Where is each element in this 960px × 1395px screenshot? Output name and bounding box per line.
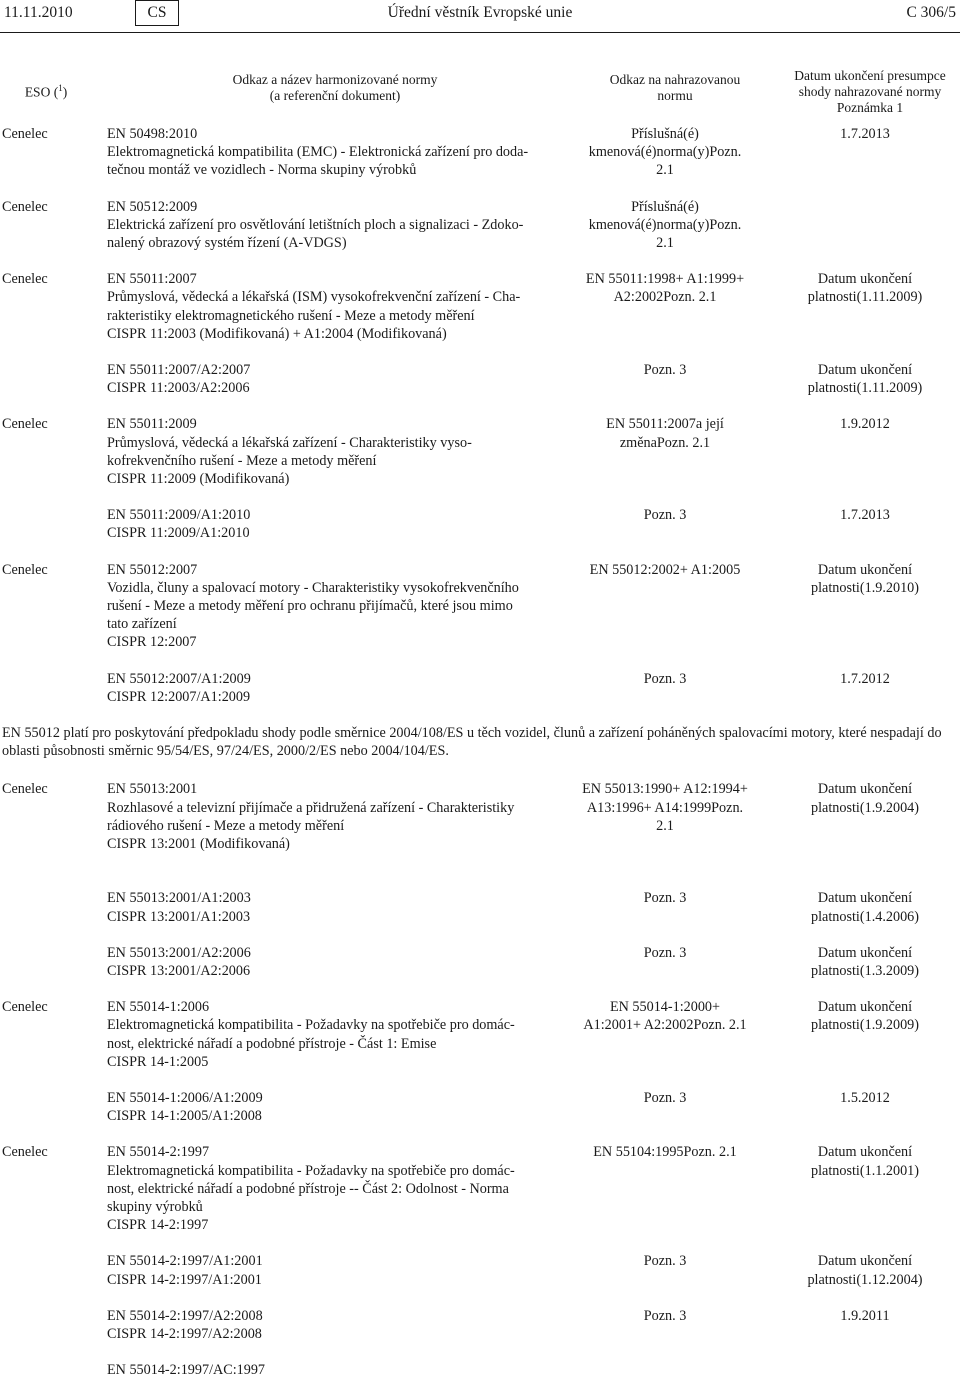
column-replaced: Odkaz na nahrazovanou normu [609, 72, 741, 103]
replaced-cell-line: EN 55011:1998 [585, 271, 676, 288]
reference-cell [107, 1252, 562, 1288]
replaced-cell-line: Pozn. 3 [643, 1307, 687, 1324]
reference-cell [107, 889, 562, 925]
eso-cell: Cenelec [2, 781, 48, 798]
date-cell [770, 998, 960, 1034]
date-cell-line: 1.9.2011 [840, 1307, 890, 1324]
reference-cell-line: EN 55014-2:1997/A2:2008 [107, 1307, 263, 1324]
reference-cell-line: Elektromagnetická kompatibilita (EMC) - Elektronická zařízení pro doda- [107, 144, 529, 161]
date-cell [770, 944, 960, 980]
replaced-cell [580, 270, 750, 306]
reference-cell [107, 1089, 562, 1125]
reference-cell-line: CISPR 13:2001/A2:2006 [107, 962, 251, 979]
date-cell-line: (1.4.2006) [859, 908, 919, 925]
table-row [0, 561, 960, 652]
replaced-cell-line: Pozn. 3 [643, 890, 687, 907]
replaced-cell-line: Pozn. 3 [643, 670, 687, 687]
replaced-cell-line: Příslušná(é) kmenová(é) [588, 126, 699, 161]
reference-cell-line: Vozidla, čluny a spalovací motory - Charakteristiky vysokofrekvenčního [107, 579, 519, 596]
replaced-cell-line: Pozn. 2.1 [656, 799, 744, 834]
table-row [0, 1089, 960, 1125]
date-cell-line: (1.9.2009) [859, 1017, 919, 1034]
eso-cell: Cenelec [2, 271, 48, 288]
replaced-cell-line: Pozn. 3 [643, 507, 687, 524]
reference-cell-line: EN 55013:2001 [107, 781, 198, 798]
reference-cell-line: EN 50512:2009 [107, 198, 198, 215]
replaced-cell-line: EN 55014-1:2000 [609, 999, 713, 1016]
date-cell-line: 1.7.2012 [840, 670, 890, 687]
date-cell-line: (1.3.2009) [859, 962, 919, 979]
reference-cell-line: CISPR 11:2009/A1:2010 [107, 525, 250, 542]
date-cell [770, 1252, 960, 1288]
replaced-cell-line: Příslušná(é) kmenová(é) [588, 198, 699, 233]
replaced-cell-line: Pozn. 2.1 [656, 144, 742, 179]
eso-cell: Cenelec [2, 561, 48, 578]
table-row [0, 1143, 960, 1234]
reference-cell-line: EN 55011:2007 [107, 271, 197, 288]
replaced-cell-line: Pozn. 3 [643, 361, 687, 378]
replaced-cell-line: Pozn. 2.1 [656, 216, 742, 251]
reference-cell-line: nalený obrazový systém řízení (A-VDGS) [107, 235, 347, 251]
table-row [0, 944, 960, 980]
reference-cell-line: CISPR 11:2003 (Modifikovaná) + A1:2004 (Modifikovaná) [107, 325, 447, 342]
reference-cell-line: EN 50498:2010 [107, 126, 198, 142]
replaced-cell [580, 889, 750, 907]
date-cell-line: Datum ukončení platnosti [811, 1144, 913, 1179]
reference-cell-line: rušení - Meze a metody měření pro ochranu přijímačů, které jsou mimo [107, 597, 513, 614]
reference-cell-line: EN 55011:2009/A1:2010 [107, 507, 251, 524]
reference-cell-line: CISPR 14-2:1997 [107, 1217, 209, 1234]
date-cell-line: 1.7.2013 [840, 126, 890, 142]
replaced-cell [580, 361, 750, 379]
eso-cell: Cenelec [2, 416, 48, 433]
eso-cell: Cenelec [2, 126, 48, 142]
column-reference: Odkaz a název harmonizované normy (a referenční dokument) [232, 72, 438, 103]
replaced-cell-line: Pozn. 2.1 [656, 434, 711, 451]
reference-cell-line: EN 55013:2001/A1:2003 [107, 890, 251, 907]
date-cell [770, 1089, 960, 1107]
reference-cell [107, 561, 562, 652]
reference-cell [107, 270, 562, 343]
date-cell-line: Datum ukončení platnosti [811, 890, 913, 925]
replaced-cell-line: Pozn. 2.1 [683, 1144, 737, 1161]
date-cell [770, 125, 960, 143]
reference-cell-line: tečnou montáž ve vozidlech - Norma skupiny výrobků [107, 162, 417, 179]
replaced-cell-line: + A2:2002 [633, 1017, 694, 1034]
date-cell-line: Datum ukončení platnosti [811, 999, 913, 1034]
table-row [0, 780, 960, 871]
header-rule [0, 32, 960, 33]
replaced-cell-line: Pozn. 2.1 [693, 1017, 747, 1034]
reference-cell-line: EN 55014-2:1997/A1:2001 [107, 1253, 263, 1270]
reference-cell [107, 998, 562, 1071]
reference-cell-line: Průmyslová, vědecká a lékařská zařízení - Charakteristiky vyso- [107, 434, 472, 451]
replaced-cell [580, 1307, 750, 1325]
table-row [0, 1307, 960, 1343]
date-cell [770, 415, 960, 433]
reference-cell-line: EN 55012:2007 [107, 561, 198, 578]
reference-cell-line: skupiny výrobků [107, 1198, 203, 1215]
reference-cell [107, 198, 562, 253]
table-row [0, 506, 960, 542]
date-cell [770, 361, 960, 397]
eso-cell: Cenelec [2, 999, 48, 1016]
table-row [0, 415, 960, 488]
replaced-cell [580, 944, 750, 962]
reference-cell-line: EN 55011:2009 [107, 416, 197, 433]
reference-cell-line: nost, elektrické nářadí a podobné přístroje -- Část 2: Odolnost - Norma [107, 1180, 509, 1197]
replaced-cell-line: EN 55013:1990 [582, 781, 673, 798]
reference-cell-line: CISPR 13:2001/A1:2003 [107, 908, 251, 925]
replaced-cell-line: a její změna [619, 416, 724, 451]
reference-cell-line: CISPR 12:2007 [107, 634, 197, 651]
eso-cell: Cenelec [2, 1144, 48, 1161]
reference-cell-line: EN 55014-1:2006/A1:2009 [107, 1089, 263, 1106]
replaced-cell-line: + A1:2005 [679, 561, 741, 578]
replaced-cell-line: Pozn. 3 [643, 1253, 687, 1270]
date-cell-line: 1.9.2012 [840, 416, 890, 433]
reference-cell-line: kofrekvenčního rušení - Meze a metody měření [107, 452, 377, 469]
replaced-cell-line: norma(y) [656, 144, 710, 161]
replaced-cell-line: EN 55011:2007 [606, 416, 696, 433]
date-cell-line: (1.9.2010) [859, 579, 919, 596]
reference-cell [107, 1143, 562, 1234]
reference-cell [107, 125, 562, 180]
replaced-cell-line: + A12:1994 [672, 781, 740, 798]
replaced-cell-line: EN 55104:1995 [593, 1144, 684, 1161]
table-row [0, 270, 960, 343]
date-cell [770, 561, 960, 597]
table-row [0, 1252, 960, 1288]
reference-cell-line: CISPR 14-1:2005/A1:2008 [107, 1108, 262, 1125]
scope-note: EN 55012 platí pro poskytování předpokladu shody podle směrnice 2004/108/ES u těch vozidel, člunů a zařízení poháněných spalovacími motory, které nespadají do oblasti působnosti směrnic 95/54/ES, 97/24/ES, 2000/2/ES nebo 2004/104/ES. [2, 724, 942, 760]
standards-table [0, 125, 960, 1379]
reference-cell [107, 1307, 562, 1343]
date-cell-line: Datum ukončení platnosti [811, 944, 913, 979]
date-cell-line: (1.11.2009) [856, 380, 923, 397]
reference-cell [107, 780, 562, 853]
replaced-cell-line: norma(y) [656, 216, 710, 233]
reference-cell-line: CISPR 14-2:1997/A1:2001 [107, 1271, 262, 1288]
reference-cell-line: rakteristiky elektromagnetického rušení - Meze a metody měření [107, 307, 475, 324]
reference-cell-line: CISPR 14-2:1997/A2:2008 [107, 1325, 262, 1342]
reference-cell [107, 944, 562, 980]
replaced-cell-line: + A2:2002 [613, 271, 745, 306]
reference-cell-line: Rozhlasové a televizní přijímače a přidružená zařízení - Charakteristiky [107, 799, 515, 816]
replaced-cell-line: + A13:1996 [586, 781, 748, 816]
reference-cell [107, 361, 562, 397]
replaced-cell-line: + A1:2001 [583, 999, 721, 1034]
reference-cell-line: EN 55012:2007/A1:2009 [107, 670, 251, 687]
replaced-cell-line: + A1:1999 [675, 271, 737, 288]
date-cell-line: (1.12.2004) [856, 1271, 923, 1288]
date-cell-line: (1.11.2009) [856, 289, 923, 306]
table-row [0, 670, 960, 706]
date-cell-line: 1.7.2013 [840, 507, 890, 524]
replaced-cell [580, 506, 750, 524]
date-cell-line: (1.1.2001) [859, 1162, 919, 1179]
replaced-cell [580, 780, 750, 835]
date-cell [770, 670, 960, 688]
reference-cell-line: rádiového rušení - Meze a metody měření [107, 817, 345, 834]
replaced-cell-line: Pozn. 3 [643, 1089, 687, 1106]
reference-cell-line: Elektromagnetická kompatibilita - Požadavky na spotřebiče pro domác- [107, 1162, 515, 1179]
column-eso: ESO ($^1$) [24, 83, 68, 100]
eso-cell: Cenelec [2, 198, 48, 215]
replaced-cell [580, 1143, 750, 1161]
date-cell [770, 1143, 960, 1179]
reference-cell-line: CISPR 14-1:2005 [107, 1053, 209, 1070]
date-cell-line: Datum ukončení platnosti [807, 361, 913, 397]
reference-cell-line: EN 55013:2001/A2:2006 [107, 944, 251, 961]
reference-cell-line: EN 55014-1:2006 [107, 999, 210, 1016]
reference-cell [107, 1361, 562, 1379]
replaced-cell [580, 415, 750, 451]
replaced-cell-line: Pozn. 3 [643, 944, 687, 961]
reference-cell-line: EN 55014-2:1997 [107, 1144, 210, 1161]
column-date: Datum ukončení presumpce shody nahrazované normy Poznámka 1 [794, 68, 946, 115]
replaced-cell [580, 998, 750, 1034]
page-header [0, 0, 960, 28]
reference-cell-line: CISPR 11:2003/A2:2006 [107, 380, 250, 397]
replaced-cell [580, 670, 750, 688]
publication-date: 11.11.2010 [4, 4, 73, 21]
date-cell [770, 1307, 960, 1325]
reference-cell-line: tato zařízení [107, 616, 177, 633]
replaced-cell-line: + A14:1999 [643, 799, 712, 816]
date-cell [770, 506, 960, 524]
date-cell-line: Datum ukončení platnosti [807, 271, 913, 306]
language-badge: CS [135, 0, 179, 26]
replaced-cell [580, 1252, 750, 1270]
date-cell-line: 1.5.2012 [840, 1089, 890, 1106]
date-cell [770, 780, 960, 816]
reference-cell [107, 506, 562, 542]
replaced-cell-line: Pozn. 2.1 [663, 289, 717, 306]
reference-cell-line: CISPR 13:2001 (Modifikovaná) [107, 835, 290, 852]
date-cell-line: Datum ukončení platnosti [811, 561, 913, 596]
reference-cell-line: EN 55014-2:1997/AC:1997 [107, 1362, 266, 1379]
reference-cell-line: CISPR 12:2007/A1:2009 [107, 688, 251, 705]
reference-cell-line: nost, elektrické nářadí a podobné přístroje - Část 1: Emise [107, 1035, 437, 1052]
table-row [0, 998, 960, 1071]
table-row [0, 361, 960, 397]
table-row [0, 1361, 960, 1379]
page-reference: C 306/5 [906, 4, 956, 21]
replaced-cell-line: EN 55012:2002 [589, 561, 680, 578]
reference-cell [107, 670, 562, 706]
reference-cell-line: EN 55011:2007/A2:2007 [107, 361, 251, 378]
journal-title: Úřední věstník Evropské unie [387, 4, 573, 21]
date-cell [770, 270, 960, 306]
date-cell-line: (1.9.2004) [859, 799, 919, 816]
table-row [0, 198, 960, 253]
date-cell [770, 889, 960, 925]
table-row [0, 125, 960, 180]
replaced-cell [580, 125, 750, 180]
date-cell-line: Datum ukončení platnosti [811, 781, 913, 816]
date-cell-line: Datum ukončení platnosti [807, 1253, 913, 1288]
reference-cell-line: Elektromagnetická kompatibilita - Požadavky na spotřebiče pro domác- [107, 1017, 515, 1034]
table-row [0, 889, 960, 925]
replaced-cell [580, 198, 750, 253]
reference-cell-line: CISPR 11:2009 (Modifikovaná) [107, 470, 290, 487]
reference-cell-line: Průmyslová, vědecká a lékařská (ISM) vysokofrekvenční zařízení - Cha- [107, 289, 521, 306]
replaced-cell [580, 561, 750, 579]
reference-cell-line: Elektrická zařízení pro osvětlování letištních ploch a signalizaci - Zdoko- [107, 216, 524, 233]
replaced-cell [580, 1089, 750, 1107]
reference-cell [107, 415, 562, 488]
